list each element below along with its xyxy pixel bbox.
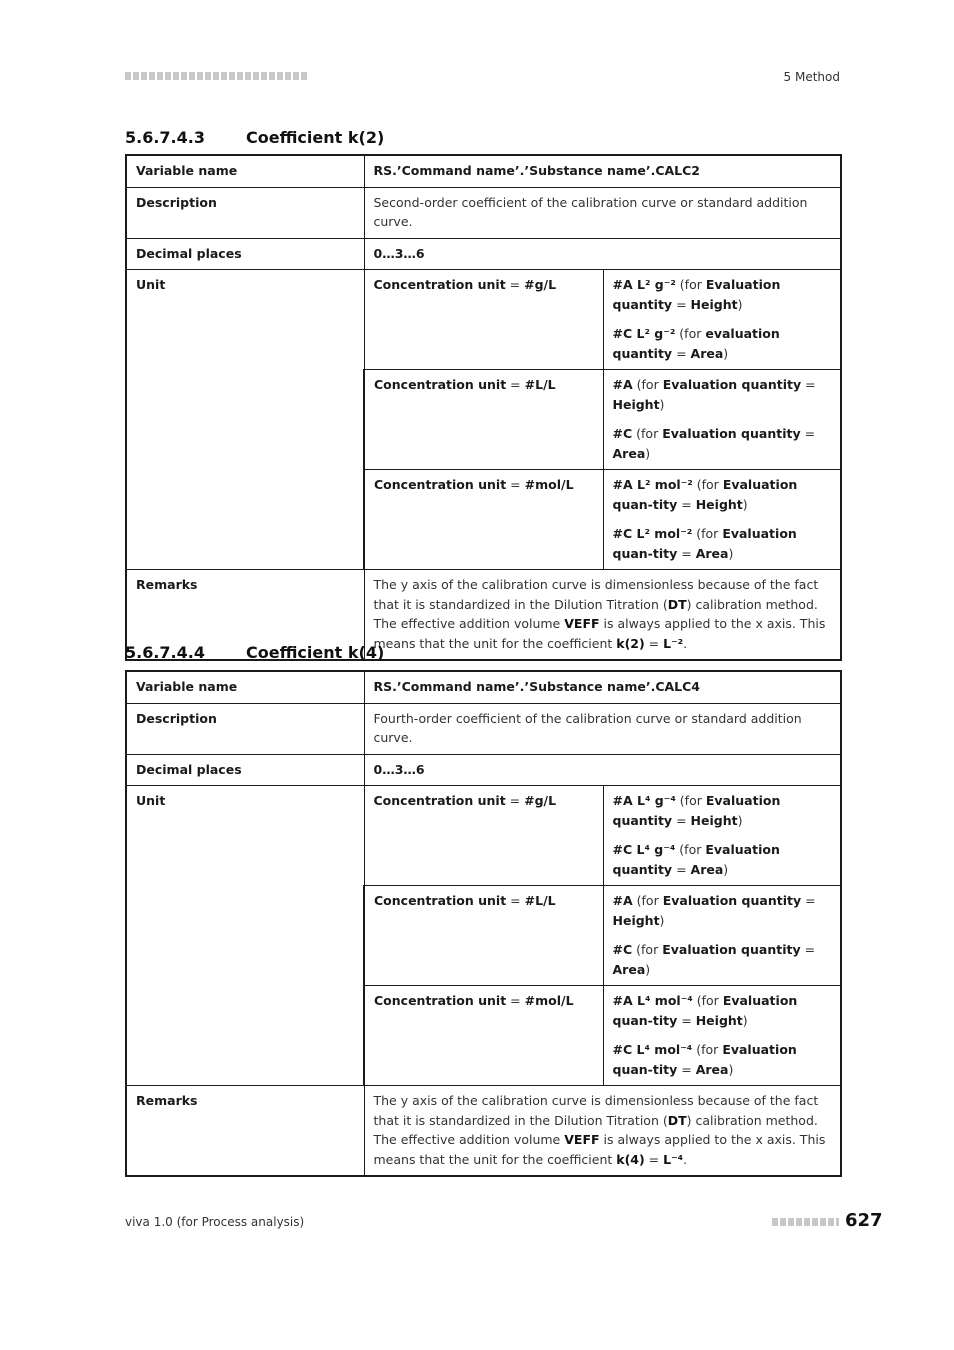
unit-value: #A xyxy=(612,377,633,392)
equals-sign: = xyxy=(510,993,521,1008)
equals-sign: = xyxy=(509,277,521,292)
unit-row xyxy=(126,270,841,370)
closing-paren: ) xyxy=(723,345,729,361)
remarks-fragment: ) calibration method. The effective addition volume xyxy=(373,596,818,631)
table-row xyxy=(126,238,841,270)
equals-sign: = xyxy=(676,345,687,361)
unit-option xyxy=(613,1040,832,1079)
for-text: (for xyxy=(679,326,702,341)
table-row xyxy=(126,155,841,187)
unit-value: #A xyxy=(612,893,633,908)
section-number: 5.6.7.4.3 xyxy=(125,128,205,147)
remarks-fragment: = xyxy=(644,1151,664,1167)
evaluation-quantity-value: Area xyxy=(690,861,724,877)
evaluation-quantity-value: Area xyxy=(695,1061,729,1077)
concentration-value: #L/L xyxy=(524,377,556,392)
for-text: (for xyxy=(636,942,659,957)
decimal-places-value: 0…3…6 xyxy=(364,754,841,786)
chapter-title: 5 Method xyxy=(783,70,840,84)
evaluation-quantity-label: Evaluation quantity xyxy=(662,942,801,957)
unit-option xyxy=(613,940,832,979)
row-label: Description xyxy=(126,703,364,754)
unit-option xyxy=(613,275,832,314)
concentration-label: Concentration unit xyxy=(374,477,507,492)
for-text: (for xyxy=(696,1042,719,1057)
concentration-label: Concentration unit xyxy=(374,993,507,1008)
for-text: (for xyxy=(636,426,659,441)
equals-sign: = xyxy=(681,1061,692,1077)
evaluation-quantity-label: Evaluation quantity xyxy=(612,277,781,312)
remarks-fragment: = xyxy=(644,635,664,651)
evaluation-quantity-label: Evaluation quan-tity xyxy=(612,993,798,1028)
closing-paren: ) xyxy=(723,861,729,877)
evaluation-quantity-label: Evaluation quantity xyxy=(612,842,780,877)
for-text: (for xyxy=(679,793,702,808)
remarks-fragment: The y axis of the calibration curve is dimensionless because of the fact that it is standardized in the Dilution Titration ( xyxy=(373,577,819,612)
closing-paren: ) xyxy=(742,1012,748,1028)
concentration-label: Concentration unit xyxy=(374,893,507,908)
unit-value: #C L⁴ g⁻⁴ xyxy=(612,842,676,857)
remarks-fragment: is always applied to the x axis. This means that the unit for the coefficient xyxy=(373,616,826,651)
unit-value: #C L² mol⁻² xyxy=(612,526,693,541)
unit-options-cell xyxy=(603,270,841,370)
remarks-emphasis: VEFF xyxy=(564,1132,600,1147)
section-title: Coefficient k(2) xyxy=(246,128,385,147)
specification-table xyxy=(125,154,842,661)
evaluation-quantity-value: Area xyxy=(690,345,724,361)
table-row xyxy=(126,671,841,703)
footer-product: viva 1.0 (for Process analysis) xyxy=(125,1215,305,1229)
equals-sign: = xyxy=(805,377,816,392)
concentration-unit-cell xyxy=(364,786,603,886)
decimal-places-value: 0…3…6 xyxy=(364,238,841,270)
row-label: Unit xyxy=(126,786,364,1086)
remarks-fragment: ) calibration method. The effective addition volume xyxy=(373,1112,818,1147)
for-text: (for xyxy=(696,526,719,541)
unit-option xyxy=(613,475,832,514)
remarks-fragment: is always applied to the x axis. This means that the unit for the coefficient xyxy=(373,1132,826,1167)
evaluation-quantity-value: Area xyxy=(612,445,646,461)
concentration-unit-cell xyxy=(364,270,603,370)
equals-sign: = xyxy=(676,812,687,828)
evaluation-quantity-value: Height xyxy=(695,1012,743,1028)
closing-paren: ) xyxy=(737,296,743,312)
header-decoration xyxy=(125,72,307,80)
table-row xyxy=(126,754,841,786)
concentration-label: Concentration unit xyxy=(373,793,506,808)
for-text: (for xyxy=(679,842,702,857)
row-label: Variable name xyxy=(126,155,364,187)
evaluation-quantity-label: Evaluation quantity xyxy=(662,426,801,441)
remarks-fragment: The y axis of the calibration curve is dimensionless because of the fact that it is standardized in the Dilution Titration ( xyxy=(373,1093,819,1128)
row-label: Decimal places xyxy=(126,238,364,270)
remarks-fragment: . xyxy=(683,1151,688,1167)
unit-value: #C xyxy=(612,426,633,441)
unit-options-cell xyxy=(603,986,841,1086)
closing-paren: ) xyxy=(659,912,665,928)
table-row xyxy=(126,187,841,238)
variable-name-value: RS.’Command name’.’Substance name’.CALC4 xyxy=(364,671,841,703)
unit-value: #A L⁴ mol⁻⁴ xyxy=(612,993,693,1008)
concentration-unit-cell xyxy=(364,470,603,570)
unit-option xyxy=(613,324,832,363)
unit-value: #A L² mol⁻² xyxy=(612,477,693,492)
closing-paren: ) xyxy=(645,961,651,977)
for-text: (for xyxy=(696,993,719,1008)
concentration-label: Concentration unit xyxy=(374,377,507,392)
equals-sign: = xyxy=(510,477,521,492)
remarks-emphasis: DT xyxy=(667,596,687,612)
unit-option xyxy=(613,891,832,930)
for-text: (for xyxy=(679,277,702,292)
remarks-text xyxy=(364,570,841,661)
unit-option xyxy=(613,840,832,879)
remarks-emphasis: DT xyxy=(667,1112,687,1128)
evaluation-quantity-value: Height xyxy=(690,296,738,312)
unit-option xyxy=(613,524,832,563)
evaluation-quantity-label: evaluation quantity xyxy=(612,326,780,361)
remarks-emphasis: k(4) xyxy=(616,1151,645,1167)
evaluation-quantity-label: Evaluation quan-tity xyxy=(612,477,798,512)
row-label: Description xyxy=(126,187,364,238)
unit-value: #A L⁴ g⁻⁴ xyxy=(612,793,676,808)
equals-sign: = xyxy=(681,1012,692,1028)
evaluation-quantity-value: Area xyxy=(612,961,646,977)
for-text: (for xyxy=(636,377,659,392)
remarks-emphasis: L⁻⁴ xyxy=(663,1151,684,1167)
section-number: 5.6.7.4.4 xyxy=(125,643,205,662)
specification-table xyxy=(125,670,842,1177)
section-heading xyxy=(125,643,384,662)
row-label: Variable name xyxy=(126,671,364,703)
unit-option xyxy=(613,375,832,414)
table-row xyxy=(126,703,841,754)
closing-paren: ) xyxy=(659,396,665,412)
footer-decoration xyxy=(772,1218,839,1226)
concentration-unit-cell xyxy=(364,370,603,470)
equals-sign: = xyxy=(510,377,521,392)
evaluation-quantity-label: Evaluation quantity xyxy=(612,793,781,828)
closing-paren: ) xyxy=(742,496,748,512)
unit-value: #C L⁴ mol⁻⁴ xyxy=(612,1042,693,1057)
section-heading xyxy=(125,128,384,147)
concentration-value: #mol/L xyxy=(524,993,574,1008)
unit-options-cell xyxy=(603,886,841,986)
equals-sign: = xyxy=(804,426,816,441)
remarks-emphasis: VEFF xyxy=(564,616,600,631)
unit-option xyxy=(613,424,832,463)
evaluation-quantity-value: Height xyxy=(695,496,743,512)
unit-option xyxy=(613,991,832,1030)
remarks-emphasis: k(2) xyxy=(616,635,645,651)
remarks-emphasis: L⁻² xyxy=(663,635,684,651)
unit-options-cell xyxy=(603,470,841,570)
for-text: (for xyxy=(636,893,659,908)
equals-sign: = xyxy=(509,793,521,808)
equals-sign: = xyxy=(681,496,692,512)
section-title: Coefficient k(4) xyxy=(246,643,385,662)
equals-sign: = xyxy=(805,893,816,908)
evaluation-quantity-label: Evaluation quantity xyxy=(662,893,802,908)
remarks-text xyxy=(364,1086,841,1177)
unit-value: #A L² g⁻² xyxy=(612,277,676,292)
unit-option xyxy=(613,791,832,830)
page-number: 627 xyxy=(845,1210,883,1231)
evaluation-quantity-value: Height xyxy=(690,812,738,828)
row-label: Remarks xyxy=(126,1086,364,1177)
unit-value: #C xyxy=(612,942,633,957)
evaluation-quantity-value: Area xyxy=(695,545,729,561)
equals-sign: = xyxy=(676,296,687,312)
concentration-label: Concentration unit xyxy=(373,277,506,292)
unit-value: #C L² g⁻² xyxy=(612,326,676,341)
evaluation-quantity-label: Evaluation quan-tity xyxy=(612,526,797,561)
concentration-value: #L/L xyxy=(524,893,556,908)
variable-name-value: RS.’Command name’.’Substance name’.CALC2 xyxy=(364,155,841,187)
evaluation-quantity-value: Height xyxy=(612,912,660,928)
closing-paren: ) xyxy=(728,1061,734,1077)
concentration-value: #g/L xyxy=(524,277,557,292)
remarks-fragment: . xyxy=(683,635,688,651)
row-label: Unit xyxy=(126,270,364,570)
equals-sign: = xyxy=(804,942,816,957)
concentration-value: #g/L xyxy=(524,793,557,808)
concentration-unit-cell xyxy=(364,986,603,1086)
evaluation-quantity-label: Evaluation quantity xyxy=(662,377,802,392)
table-row xyxy=(126,1086,841,1177)
concentration-unit-cell xyxy=(364,886,603,986)
concentration-value: #mol/L xyxy=(524,477,574,492)
equals-sign: = xyxy=(510,893,521,908)
row-label: Remarks xyxy=(126,570,364,661)
for-text: (for xyxy=(696,477,719,492)
equals-sign: = xyxy=(681,545,692,561)
closing-paren: ) xyxy=(728,545,734,561)
evaluation-quantity-label: Evaluation quan-tity xyxy=(612,1042,797,1077)
description-value: Fourth-order coefficient of the calibration curve or standard addition curve. xyxy=(364,703,841,754)
row-label: Decimal places xyxy=(126,754,364,786)
unit-row xyxy=(126,786,841,886)
equals-sign: = xyxy=(676,861,687,877)
closing-paren: ) xyxy=(737,812,743,828)
description-value: Second-order coefficient of the calibration curve or standard addition curve. xyxy=(364,187,841,238)
unit-options-cell xyxy=(603,370,841,470)
closing-paren: ) xyxy=(645,445,651,461)
evaluation-quantity-value: Height xyxy=(612,396,660,412)
unit-options-cell xyxy=(603,786,841,886)
